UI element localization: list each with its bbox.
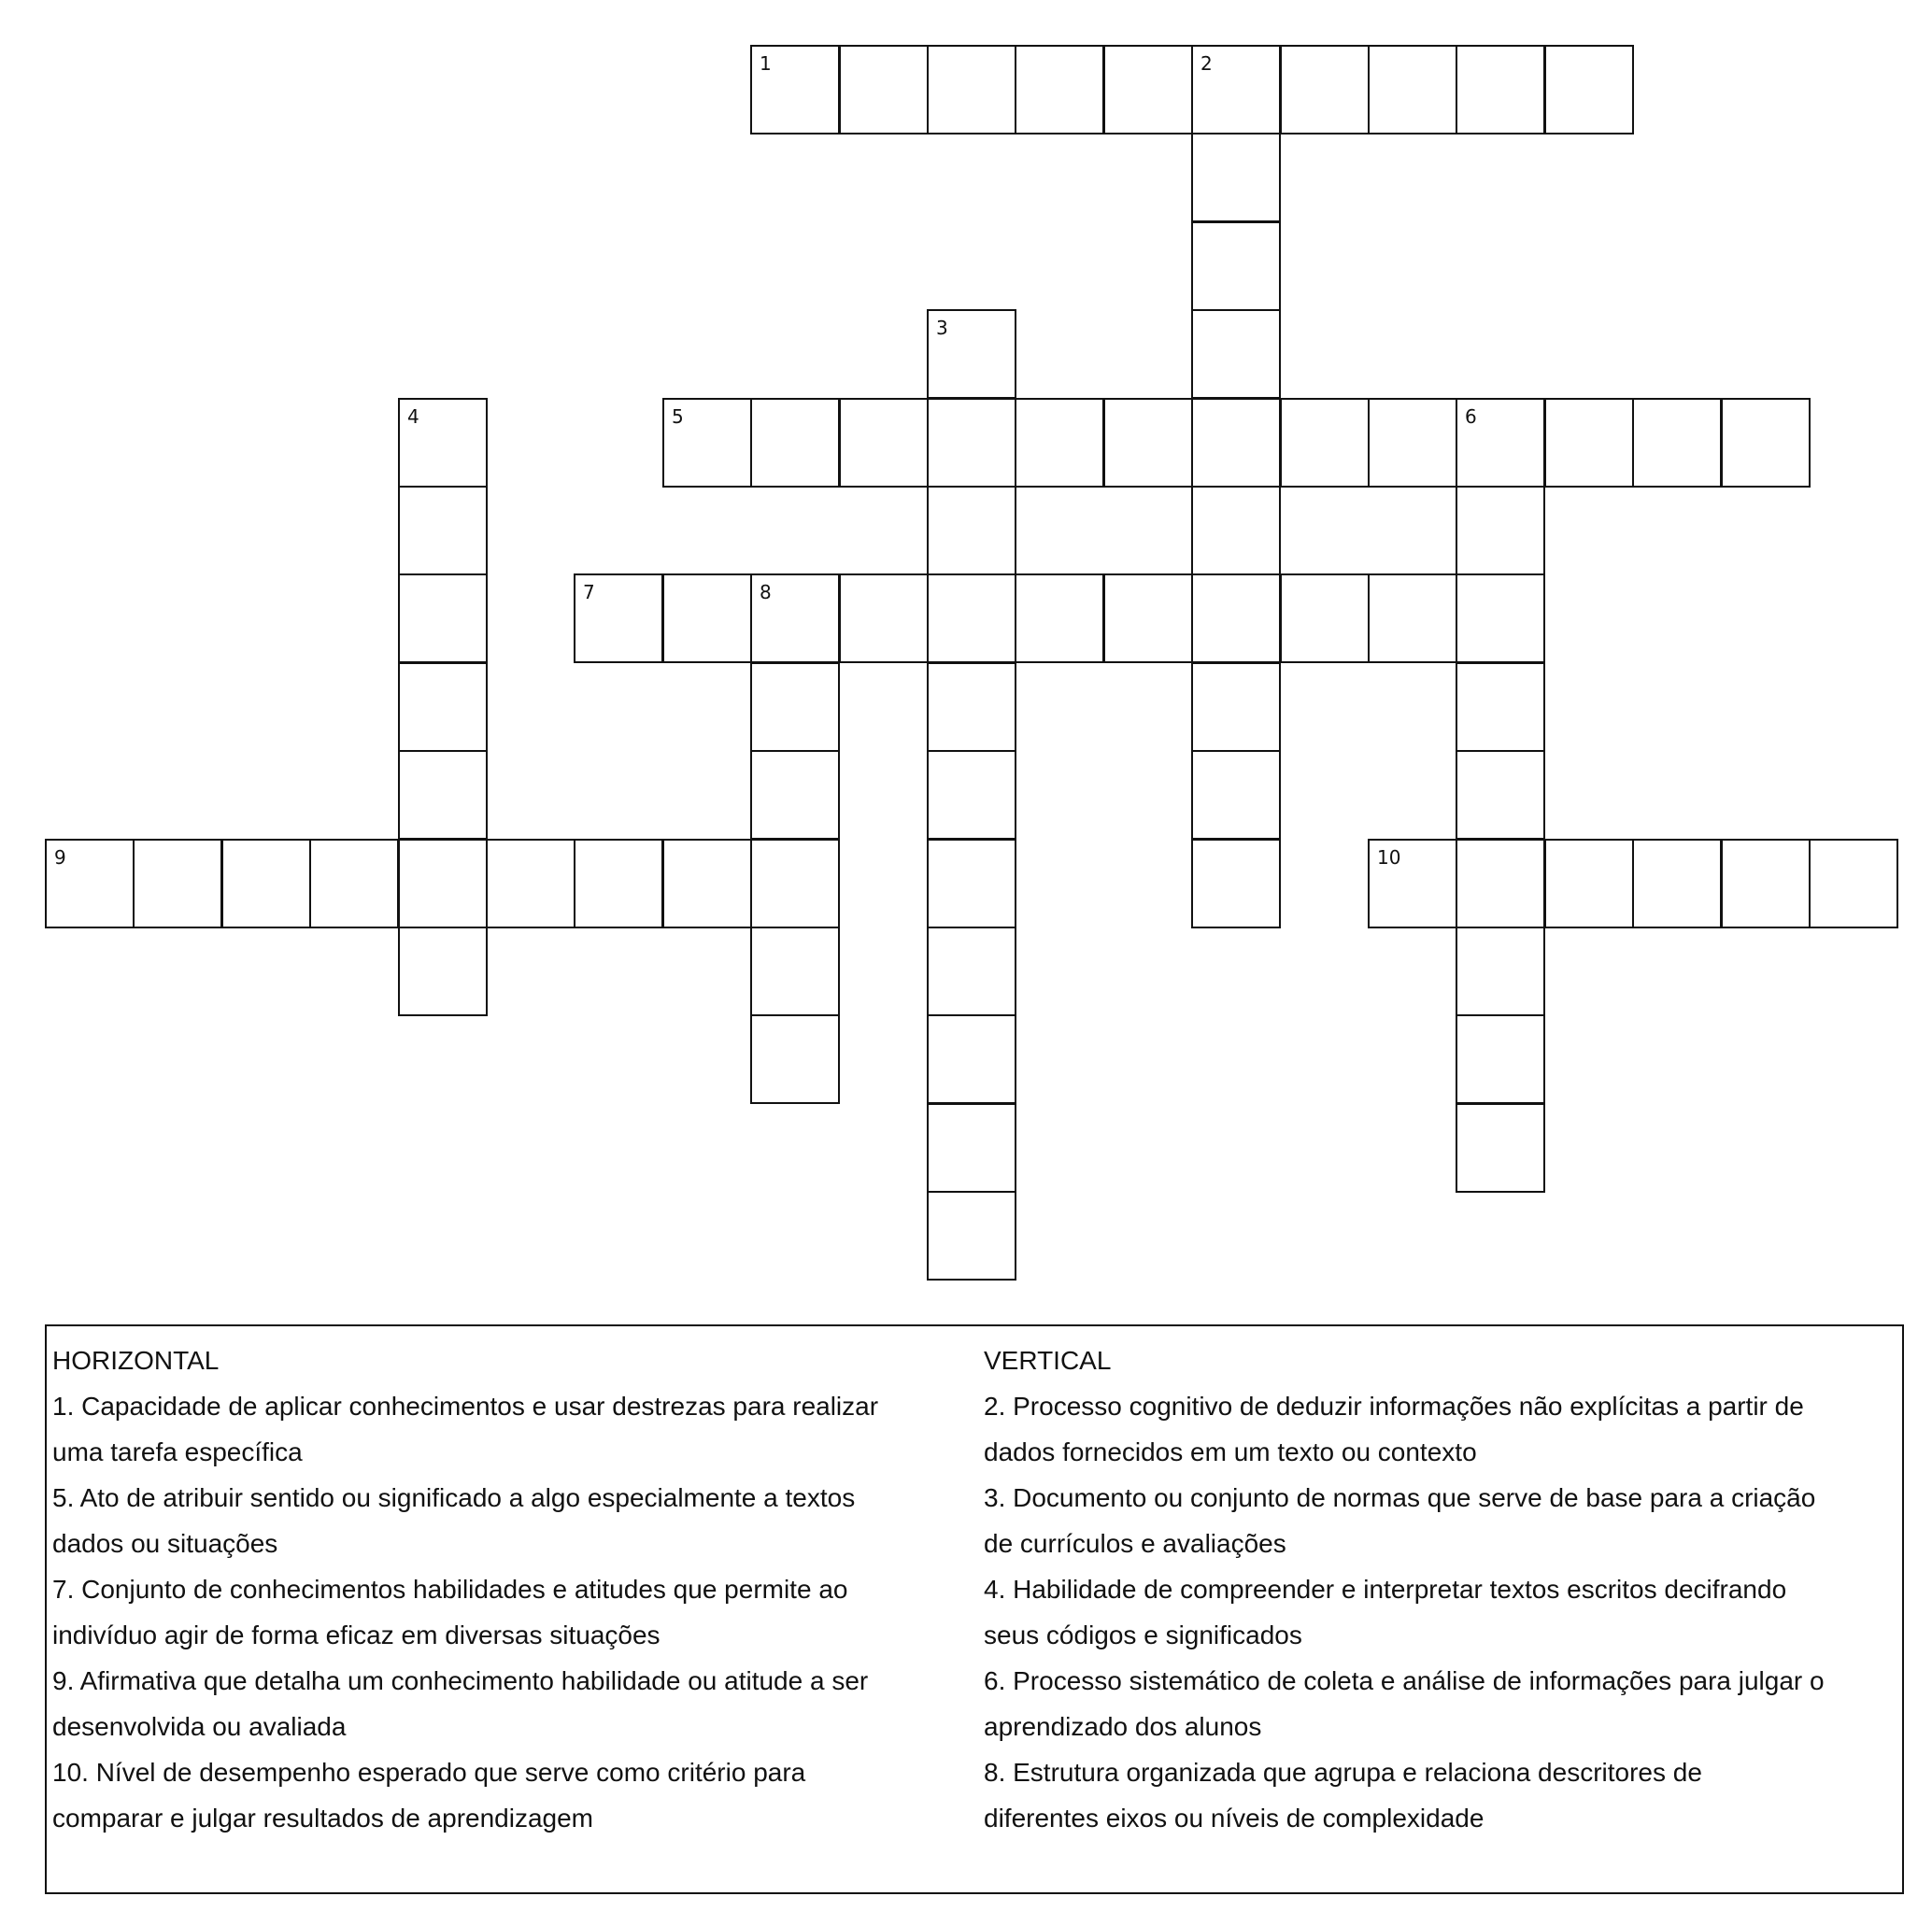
- horizontal-clues: [52, 1338, 968, 1841]
- grid-cell[interactable]: [1544, 398, 1634, 488]
- grid-cell[interactable]: [1103, 398, 1193, 488]
- grid-cell[interactable]: [398, 486, 488, 575]
- grid-cell[interactable]: [398, 927, 488, 1016]
- clue-line: 6. Processo sistemático de coleta e análise de informações para julgar o: [984, 1666, 1825, 1695]
- grid-cell[interactable]: [750, 839, 840, 928]
- grid-cell[interactable]: [1456, 839, 1545, 928]
- grid-cell[interactable]: [927, 750, 1016, 840]
- grid-cell[interactable]: [1632, 839, 1722, 928]
- grid-cell[interactable]: [1456, 1103, 1545, 1193]
- vertical-clues: [984, 1338, 1899, 1841]
- clue-line: 3. Documento ou conjunto de normas que serve de base para a criação: [984, 1483, 1816, 1512]
- grid-cell[interactable]: [750, 398, 840, 488]
- clue-line: de currículos e avaliações: [984, 1529, 1286, 1558]
- grid-cell[interactable]: [1721, 398, 1811, 488]
- grid-cell[interactable]: [398, 573, 488, 663]
- grid-cell[interactable]: [1191, 839, 1281, 928]
- grid-cell[interactable]: [1191, 221, 1281, 311]
- grid-cell[interactable]: [927, 1103, 1016, 1193]
- clue-line: 2. Processo cognitivo de deduzir informações não explícitas a partir de: [984, 1392, 1804, 1421]
- grid-cell[interactable]: [1191, 486, 1281, 575]
- clue-number: 9: [54, 846, 66, 869]
- grid-cell[interactable]: [927, 1014, 1016, 1104]
- clues-box: [45, 1324, 1904, 1894]
- grid-cell[interactable]: [1191, 662, 1281, 752]
- grid-cell[interactable]: [927, 662, 1016, 752]
- grid-cell[interactable]: [1456, 398, 1545, 488]
- clue-line: 5. Ato de atribuir sentido ou significado a algo especialmente a textos: [52, 1483, 856, 1512]
- grid-cell[interactable]: [839, 398, 929, 488]
- grid-cell[interactable]: [1280, 573, 1370, 663]
- clue-line: 8. Estrutura organizada que agrupa e relaciona descritores de: [984, 1758, 1702, 1787]
- grid-cell[interactable]: [1015, 398, 1104, 488]
- grid-cell[interactable]: [927, 927, 1016, 1016]
- clue-number: 8: [760, 581, 772, 603]
- grid-cell[interactable]: [750, 927, 840, 1016]
- grid-cell[interactable]: [927, 1191, 1016, 1281]
- grid-cell[interactable]: [1456, 486, 1545, 575]
- clue-number: 2: [1200, 52, 1213, 75]
- grid-cell[interactable]: [662, 398, 752, 488]
- clue-line: uma tarefa específica: [52, 1437, 303, 1466]
- grid-cell[interactable]: [1191, 133, 1281, 222]
- clue-number: 4: [407, 405, 419, 428]
- grid-cell[interactable]: [398, 662, 488, 752]
- grid-cell[interactable]: [839, 573, 929, 663]
- grid-cell[interactable]: [1456, 750, 1545, 840]
- clue-line: dados ou situações: [52, 1529, 278, 1558]
- clue-line: 10. Nível de desempenho esperado que serve como critério para: [52, 1758, 806, 1787]
- grid-cell[interactable]: [1103, 573, 1193, 663]
- clue-line: dados fornecidos em um texto ou contexto: [984, 1437, 1477, 1466]
- clue-line: seus códigos e significados: [984, 1621, 1302, 1649]
- grid-cell[interactable]: [574, 573, 663, 663]
- grid-cell[interactable]: [750, 750, 840, 840]
- clue-line: 9. Afirmativa que detalha um conhecimento habilidade ou atitude a ser: [52, 1666, 869, 1695]
- clue-line: 7. Conjunto de conhecimentos habilidades e atitudes que permite ao: [52, 1575, 848, 1604]
- clue-number: 5: [672, 405, 684, 428]
- clue-number: 6: [1465, 405, 1477, 428]
- grid-cell[interactable]: [1368, 45, 1457, 134]
- grid-cell[interactable]: [750, 45, 840, 134]
- grid-cell[interactable]: [1191, 398, 1281, 488]
- grid-cell[interactable]: [1544, 839, 1634, 928]
- clue-number: 1: [760, 52, 772, 75]
- grid-cell[interactable]: [1103, 45, 1193, 134]
- horizontal-heading: HORIZONTAL: [52, 1346, 220, 1375]
- grid-cell[interactable]: [1015, 45, 1104, 134]
- clue-line: comparar e julgar resultados de aprendizagem: [52, 1804, 593, 1833]
- grid-cell[interactable]: [1015, 573, 1104, 663]
- grid-cell[interactable]: [1721, 839, 1811, 928]
- grid-cell[interactable]: [750, 1014, 840, 1104]
- grid-cell[interactable]: [1280, 398, 1370, 488]
- grid-cell[interactable]: [45, 839, 135, 928]
- clue-line: 4. Habilidade de compreender e interpretar textos escritos decifrando: [984, 1575, 1787, 1604]
- grid-cell[interactable]: [1456, 45, 1545, 134]
- grid-cell[interactable]: [1456, 662, 1545, 752]
- grid-cell[interactable]: [574, 839, 663, 928]
- grid-cell[interactable]: [398, 750, 488, 840]
- grid-cell[interactable]: [398, 839, 488, 928]
- grid-cell[interactable]: [1368, 398, 1457, 488]
- grid-cell[interactable]: [927, 309, 1016, 399]
- clue-number: 10: [1377, 846, 1401, 869]
- grid-cell[interactable]: [1368, 573, 1457, 663]
- grid-cell[interactable]: [1191, 750, 1281, 840]
- grid-cell[interactable]: [662, 573, 752, 663]
- grid-cell[interactable]: [662, 839, 752, 928]
- grid-cell[interactable]: [1456, 927, 1545, 1016]
- grid-cell[interactable]: [927, 45, 1016, 134]
- grid-cell[interactable]: [927, 839, 1016, 928]
- grid-cell[interactable]: [1456, 573, 1545, 663]
- grid-cell[interactable]: [927, 486, 1016, 575]
- vertical-heading: VERTICAL: [984, 1346, 1112, 1375]
- clue-line: indivíduo agir de forma eficaz em diversas situações: [52, 1621, 661, 1649]
- grid-cell[interactable]: [927, 398, 1016, 488]
- grid-cell[interactable]: [1191, 45, 1281, 134]
- grid-cell[interactable]: [486, 839, 575, 928]
- grid-cell[interactable]: [1368, 839, 1457, 928]
- grid-cell[interactable]: [398, 398, 488, 488]
- clue-number: 3: [936, 317, 948, 339]
- grid-cell[interactable]: [927, 573, 1016, 663]
- grid-cell[interactable]: [309, 839, 399, 928]
- grid-cell[interactable]: [1544, 45, 1634, 134]
- grid-cell[interactable]: [1632, 398, 1722, 488]
- clue-line: aprendizado dos alunos: [984, 1712, 1262, 1741]
- grid-cell[interactable]: [750, 573, 840, 663]
- clue-line: desenvolvida ou avaliada: [52, 1712, 347, 1741]
- clue-line: 1. Capacidade de aplicar conhecimentos e usar destrezas para realizar: [52, 1392, 879, 1421]
- grid-cell[interactable]: [1280, 45, 1370, 134]
- clue-line: diferentes eixos ou níveis de complexidade: [984, 1804, 1485, 1833]
- grid-cell[interactable]: [839, 45, 929, 134]
- grid-cell[interactable]: [221, 839, 311, 928]
- grid-cell[interactable]: [1191, 309, 1281, 399]
- grid-cell[interactable]: [1191, 573, 1281, 663]
- grid-cell[interactable]: [750, 662, 840, 752]
- clue-number: 7: [583, 581, 595, 603]
- grid-cell[interactable]: [1809, 839, 1898, 928]
- grid-cell[interactable]: [1456, 1014, 1545, 1104]
- grid-cell[interactable]: [133, 839, 222, 928]
